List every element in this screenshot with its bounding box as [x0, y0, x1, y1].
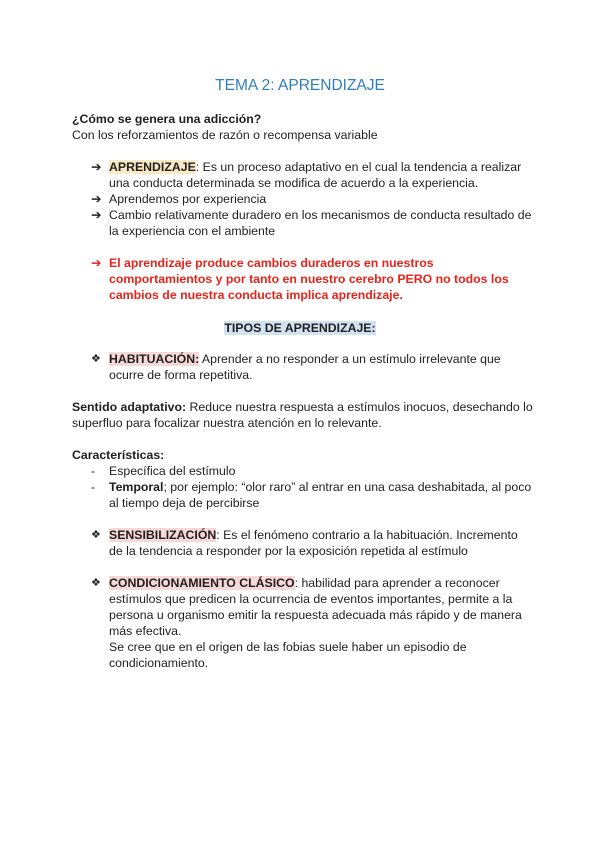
term-condicionamiento: CONDICIONAMIENTO CLÁSICO — [109, 576, 295, 590]
list-item — [109, 575, 500, 591]
list-item-continued: al tiempo deja de percibirse — [109, 496, 260, 510]
arrow-icon: ➔ — [91, 192, 102, 206]
label-caracteristicas: Características: — [72, 448, 165, 462]
list-item — [109, 159, 521, 175]
question-heading: ¿Cómo se genera una adicción? — [72, 112, 262, 126]
paragraph-text-continued: superfluo para focalizar nuestra atención en lo relevante. — [72, 416, 382, 430]
page-title: TEMA 2: APRENDIZAJE — [215, 77, 385, 94]
dash-marker: - — [91, 480, 96, 494]
term-sensibilizacion: SENSIBILIZACIÓN — [109, 528, 217, 542]
list-item — [109, 351, 501, 367]
section-heading: TIPOS DE APRENDIZAJE: — [224, 321, 376, 335]
paragraph-sentido — [72, 399, 533, 415]
arrow-icon: ➔ — [91, 208, 102, 222]
definition-text-continued: condicionamiento. — [109, 656, 209, 670]
diamond-icon: ❖ — [91, 577, 101, 589]
diamond-icon: ❖ — [91, 353, 101, 365]
term-habituacion: HABITUACIÓN: — [109, 352, 200, 366]
dash-marker: - — [91, 464, 96, 478]
paragraph-text: Reduce nuestra respuesta a estímulos inocuos, desechando lo — [186, 400, 533, 414]
definition-text: : Es el fenómeno contrario a la habituación. Incremento — [216, 528, 518, 542]
arrow-icon: ➔ — [91, 160, 102, 174]
definition-text-continued: ocurre de forma repetitiva. — [109, 368, 253, 382]
list-item — [109, 527, 518, 543]
term-aprendizaje: APRENDIZAJE — [109, 160, 196, 174]
definition-text-continued: estímulos que predicen la ocurrencia de eventos importantes, permite a la — [109, 592, 513, 606]
section-heading-row — [0, 320, 600, 336]
definition-text-continued: Se cree que en el origen de las fobias suele haber un episodio de — [109, 640, 467, 654]
highlight-statement-line: cambios de nuestra conducta implica aprendizaje. — [109, 288, 403, 302]
list-item: Específica del estímulo — [109, 464, 236, 478]
arrow-icon: ➔ — [91, 256, 102, 270]
list-item: Cambio relativamente duradero en los mecanismos de conducta resultado de — [109, 208, 532, 222]
list-item — [109, 479, 531, 495]
list-item: Aprendemos por experiencia — [109, 192, 267, 206]
definition-text-continued: de la tendencia a responder por la exposición repetida al estímulo — [109, 544, 468, 558]
definition-text-continued: persona u organismo emitir la respuesta adecuada más rápido y de manera — [109, 608, 522, 622]
highlight-statement: El aprendizaje produce cambios duraderos en nuestros — [109, 256, 434, 270]
highlight-statement-line: comportamientos y por tanto en nuestro cerebro PERO no todos los — [109, 272, 509, 286]
list-item-text: ; por ejemplo: “olor raro” al entrar en una casa deshabitada, al poco — [163, 480, 532, 494]
question-answer: Con los reforzamientos de razón o recompensa variable — [72, 128, 378, 142]
definition-text: : habilidad para aprender a reconocer — [294, 576, 500, 590]
definition-text: Aprender a no responder a un estímulo irrelevante que — [199, 352, 501, 366]
list-item-continued: la experiencia con el ambiente — [109, 224, 276, 238]
definition-text: : Es un proceso adaptativo en el cual la tendencia a realizar — [195, 160, 522, 174]
definition-text-continued: más efectiva. — [109, 624, 182, 638]
term-temporal: Temporal — [109, 480, 164, 494]
label-sentido: Sentido adaptativo: — [72, 400, 187, 414]
definition-text-continued: una conducta determinada se modifica de acuerdo a la experiencia. — [109, 176, 479, 190]
diamond-icon: ❖ — [91, 529, 101, 541]
